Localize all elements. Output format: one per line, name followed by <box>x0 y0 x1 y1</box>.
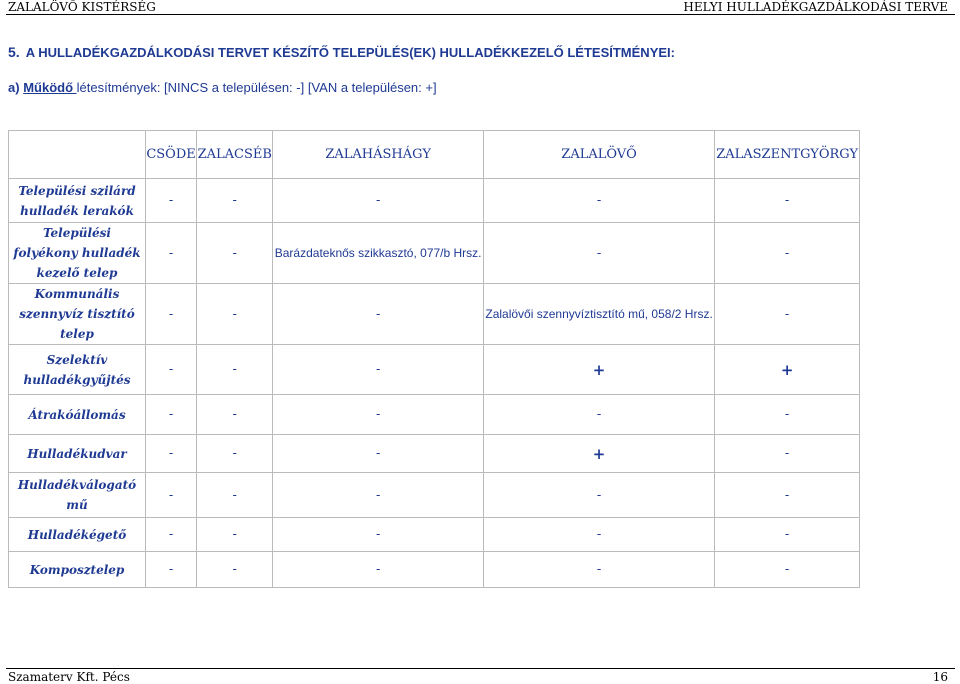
table-header-row <box>9 131 860 179</box>
table-cell: - <box>146 284 197 345</box>
table-cell: - <box>715 223 860 284</box>
column-header: ZALASZENTGYÖRGY <box>715 131 860 179</box>
row-label: Kommunális szennyvíz tisztító telep <box>9 284 146 345</box>
table-cell: - <box>483 223 714 284</box>
row-label: Hulladékudvar <box>9 435 146 473</box>
column-header: ZALACSÉB <box>197 131 273 179</box>
table-row <box>9 435 860 473</box>
header-left: ZALALÖVŐ KISTÉRSÉG <box>8 0 156 14</box>
table-cell: + <box>715 345 860 395</box>
table-cell: - <box>483 518 714 552</box>
table-cell: + <box>483 435 714 473</box>
table-cell: - <box>715 395 860 435</box>
column-header: ZALAHÁSHÁGY <box>273 131 483 179</box>
section-heading <box>8 44 675 60</box>
section-number: 5. <box>8 44 20 60</box>
table-cell: - <box>715 435 860 473</box>
table-cell: - <box>197 518 273 552</box>
table-row <box>9 473 860 518</box>
page-header <box>0 0 960 14</box>
table-row <box>9 552 860 588</box>
table-row <box>9 223 860 284</box>
table-cell: - <box>273 518 483 552</box>
table-cell: - <box>146 435 197 473</box>
table-cell: - <box>273 552 483 588</box>
row-label: Települési szilárd hulladék lerakók <box>9 179 146 223</box>
table-cell: - <box>273 473 483 518</box>
footer-left: Szamaterv Kft. Pécs <box>8 670 130 684</box>
table-cell: - <box>273 395 483 435</box>
table-row <box>9 284 860 345</box>
table-cell: - <box>273 435 483 473</box>
table-cell: - <box>197 473 273 518</box>
footer-divider <box>6 668 955 669</box>
table-cell: - <box>715 179 860 223</box>
table-cell: - <box>273 284 483 345</box>
intro-prefix: a) <box>8 80 20 95</box>
row-label: Települési folyékony hulladék kezelő telep <box>9 223 146 284</box>
row-label: Hulladékválogató mű <box>9 473 146 518</box>
table-cell: - <box>273 345 483 395</box>
section-title: A HULLADÉKGAZDÁLKODÁSI TERVET KÉSZÍTŐ TELEPÜLÉS(EK) HULLADÉKKEZELŐ LÉTESÍTMÉNYEI: <box>25 45 675 60</box>
intro-line <box>8 80 437 95</box>
header-divider <box>6 14 955 15</box>
table-cell: - <box>273 179 483 223</box>
table-row <box>9 518 860 552</box>
table-row <box>9 179 860 223</box>
table-cell: - <box>197 435 273 473</box>
table-row <box>9 345 860 395</box>
table-cell: - <box>146 473 197 518</box>
table-cell: - <box>715 473 860 518</box>
table-cell: - <box>197 179 273 223</box>
row-label: Komposztelep <box>9 552 146 588</box>
table-cell: - <box>197 284 273 345</box>
row-label: Átrakóállomás <box>9 395 146 435</box>
table-cell: - <box>483 552 714 588</box>
table-cell: - <box>715 552 860 588</box>
table-cell: - <box>483 179 714 223</box>
table-cell: - <box>146 552 197 588</box>
table-cell: - <box>715 518 860 552</box>
facilities-table <box>8 130 860 588</box>
table-cell: - <box>146 395 197 435</box>
intro-text: létesítmények: [NINCS a településen: -] [VAN a településen: +] <box>76 80 437 95</box>
header-right: HELYI HULLADÉKGAZDÁLKODÁSI TERVE <box>683 0 948 14</box>
table-cell: - <box>146 518 197 552</box>
column-header: ZALALÖVŐ <box>483 131 714 179</box>
table-cell: Zalalövői szennyvíztisztító mű, 058/2 Hrsz. <box>483 284 714 345</box>
table-cell: - <box>197 395 273 435</box>
table-cell: + <box>483 345 714 395</box>
table-cell: - <box>483 395 714 435</box>
table-cell: - <box>146 345 197 395</box>
intro-keyword: Működő <box>23 80 77 95</box>
table-cell: - <box>146 179 197 223</box>
table-cell: - <box>715 284 860 345</box>
column-header: CSÖDE <box>146 131 197 179</box>
table-cell: Barázdateknős szikkasztó, 077/b Hrsz. <box>273 223 483 284</box>
table-cell: - <box>146 223 197 284</box>
corner-cell <box>9 131 146 179</box>
row-label: Hulladékégető <box>9 518 146 552</box>
table-cell: - <box>483 473 714 518</box>
page-number: 16 <box>932 670 948 684</box>
table-row <box>9 395 860 435</box>
table-cell: - <box>197 223 273 284</box>
table-cell: - <box>197 552 273 588</box>
row-label: Szelektív hulladékgyűjtés <box>9 345 146 395</box>
table-cell: - <box>197 345 273 395</box>
